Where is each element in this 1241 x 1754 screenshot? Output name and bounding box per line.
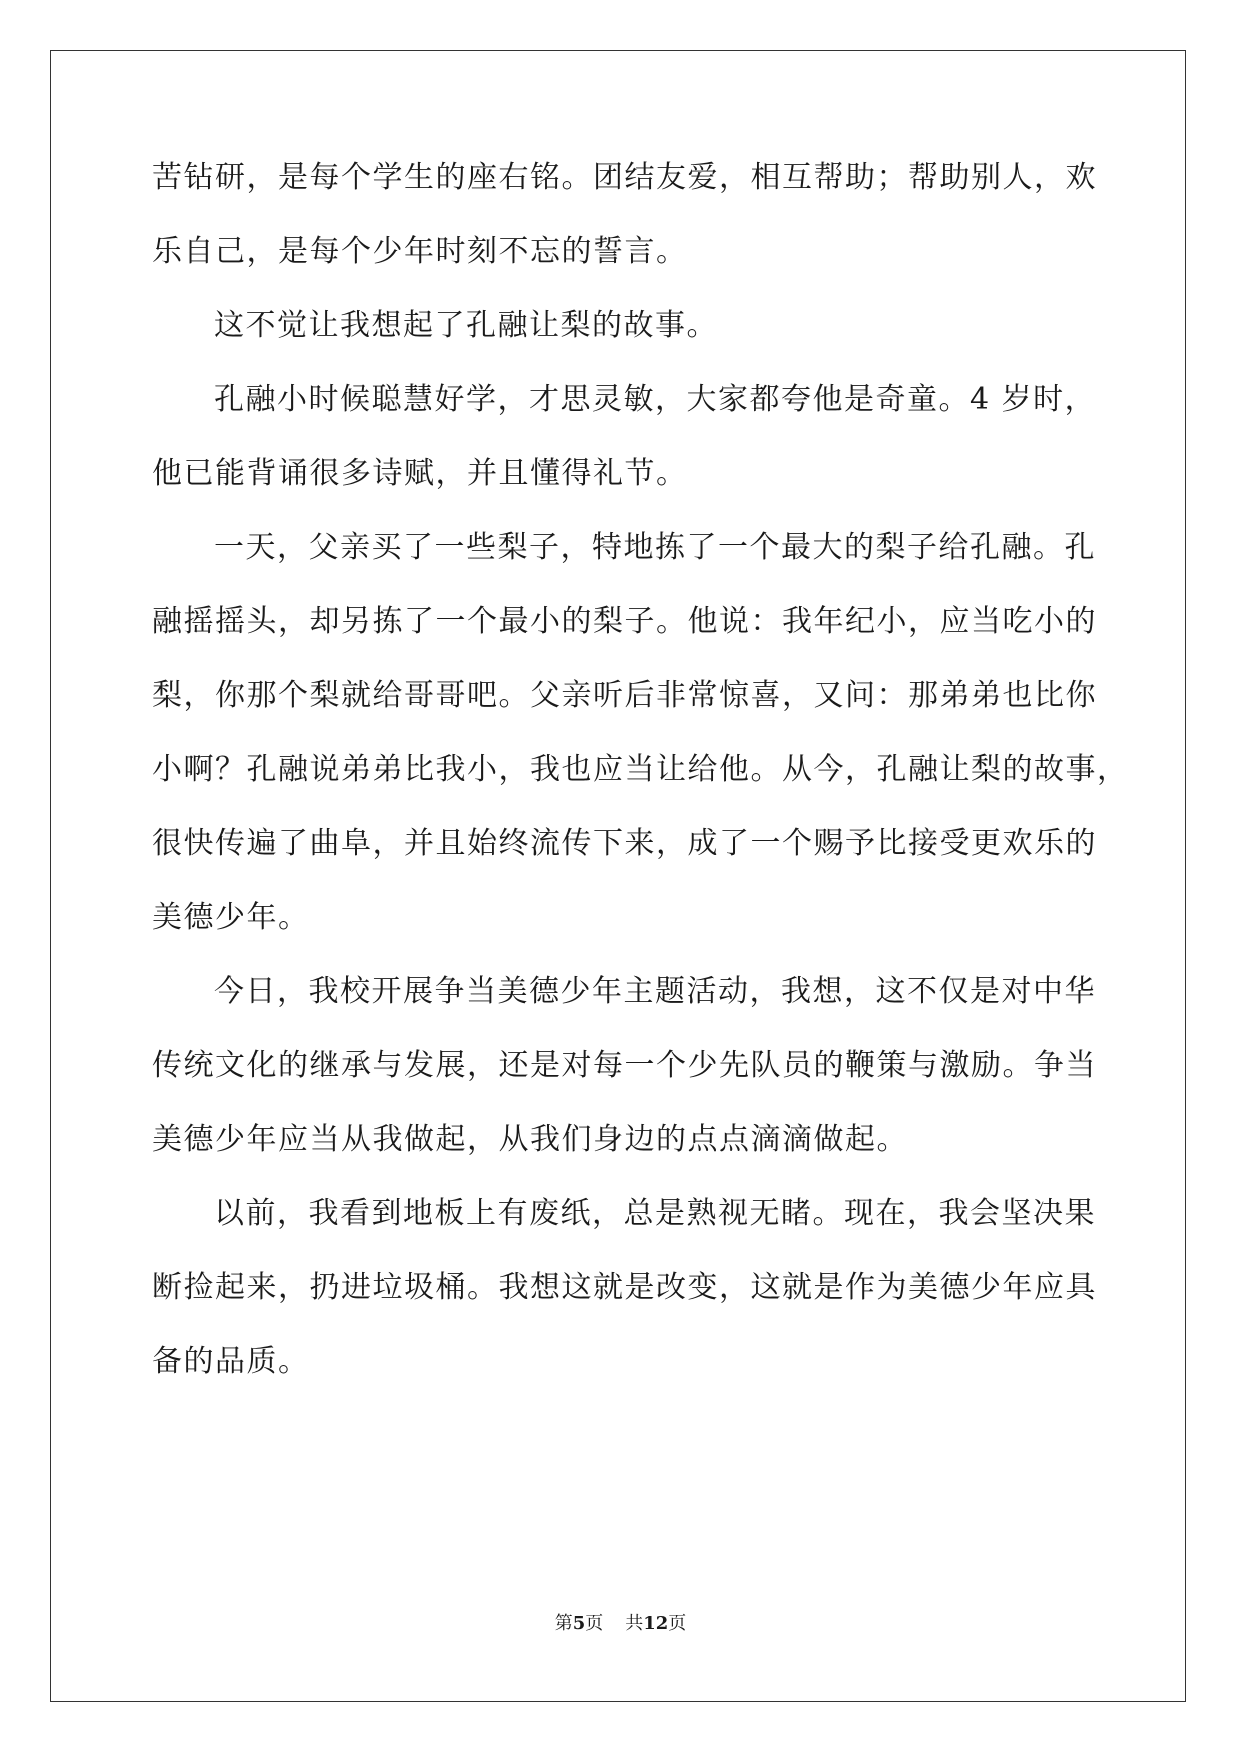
text-line: 断捡起来，扔进垃圾桶。我想这就是改变，这就是作为美德少年应具 — [152, 1270, 1097, 1305]
paragraph-start-line: 孔融小时候聪慧好学，才思灵敏，大家都夸他是奇童。4 岁时， — [214, 382, 1097, 417]
text-line: 美德少年应当从我做起，从我们身边的点点滴滴做起。 — [152, 1122, 908, 1157]
text-line: 乐自己，是每个少年时刻不忘的誓言。 — [152, 234, 688, 269]
page-number: 5 — [572, 1613, 586, 1634]
page-suffix: 页 — [585, 1613, 604, 1634]
text-line: 小啊？孔融说弟弟比我小，我也应当让给他。从今，孔融让梨的故事， — [152, 752, 1129, 787]
paragraph-start-line: 一天，父亲买了一些梨子，特地拣了一个最大的梨子给孔融。孔 — [214, 530, 1096, 565]
text-line: 融摇摇头，却另拣了一个最小的梨子。他说：我年纪小，应当吃小的 — [152, 604, 1097, 639]
page-border — [50, 50, 1186, 1702]
page-prefix: 第 — [554, 1613, 573, 1634]
paragraph-start-line: 今日，我校开展争当美德少年主题活动，我想，这不仅是对中华 — [214, 974, 1096, 1009]
text-line: 苦钻研，是每个学生的座右铭。团结友爱，相互帮助；帮助别人，欢 — [152, 160, 1097, 195]
text-line: 他已能背诵很多诗赋，并且懂得礼节。 — [152, 456, 688, 491]
total-prefix: 共 — [625, 1613, 644, 1634]
paragraph-start-line: 这不觉让我想起了孔融让梨的故事。 — [214, 308, 718, 343]
text-line: 备的品质。 — [152, 1344, 310, 1379]
text-line: 传统文化的继承与发展，还是对每一个少先队员的鞭策与激励。争当 — [152, 1048, 1097, 1083]
page-footer — [0, 1612, 1241, 1636]
text-line: 很快传遍了曲阜，并且始终流传下来，成了一个赐予比接受更欢乐的 — [152, 826, 1097, 861]
text-line: 美德少年。 — [152, 900, 310, 935]
total-pages: 12 — [643, 1613, 669, 1634]
text-line: 梨，你那个梨就给哥哥吧。父亲听后非常惊喜，又问：那弟弟也比你 — [152, 678, 1097, 713]
total-suffix: 页 — [668, 1613, 687, 1634]
paragraph-start-line: 以前，我看到地板上有废纸，总是熟视无睹。现在，我会坚决果 — [214, 1196, 1096, 1231]
